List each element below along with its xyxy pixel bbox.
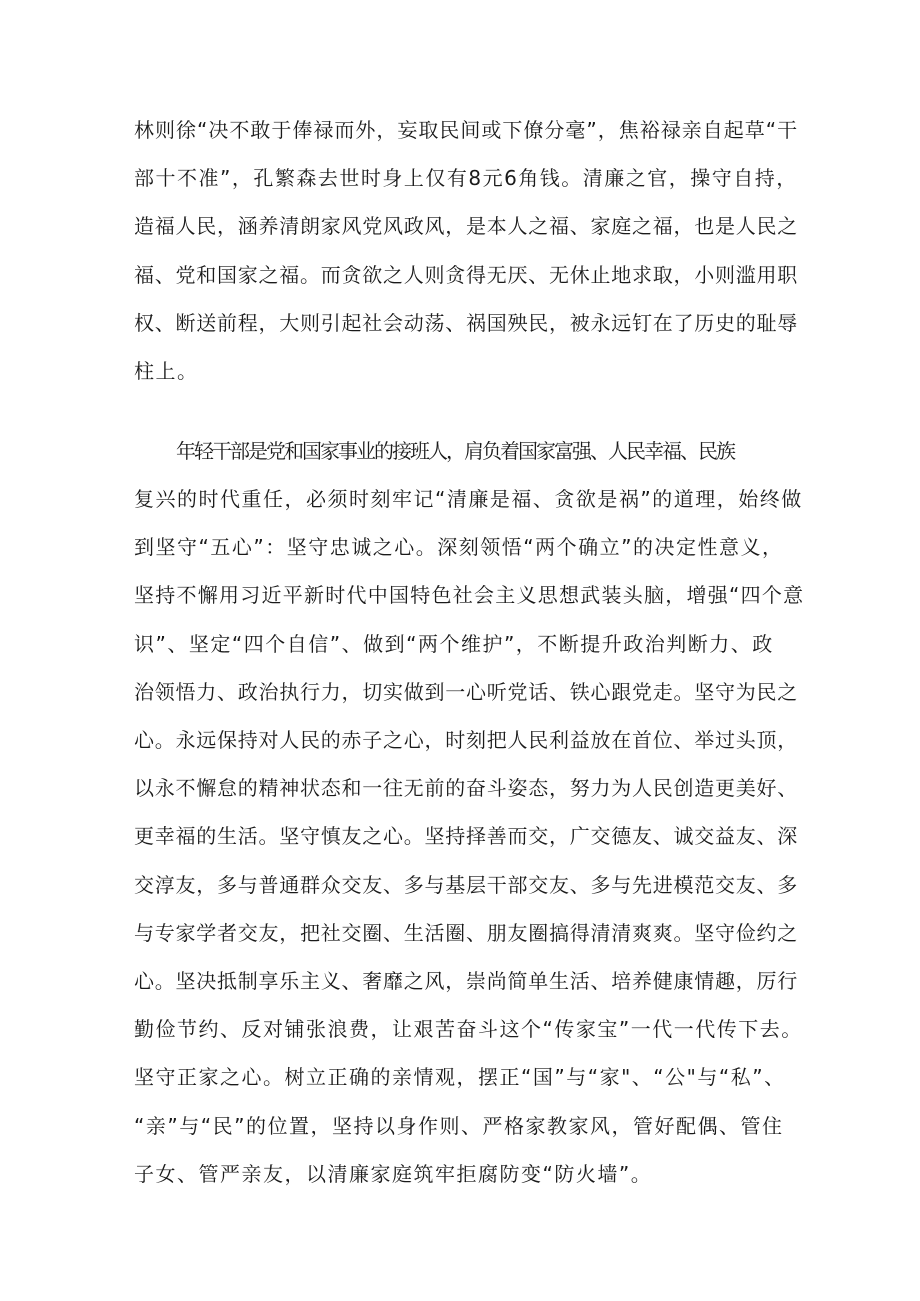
paragraph-2-line-2: 复兴的时代重任，必须时刻牢记“清廉是福、贪欲是祸”的道理，始终做 [134,487,803,511]
paragraph-1-line-4: 福、党和国家之福。而贪欲之人则贪得无厌、无休止地求取，小则滥用职 [134,263,798,287]
paragraph-1-line-6: 柱上。 [134,359,199,383]
paragraph-2-line-12: 心。坚决抵制享乐主义、奢靡之风，崇尚简单生活、培养健康情趣，厉行 [134,969,798,993]
paragraph-2-line-8: 以永不懈怠的精神状态和一往无前的奋斗姿态，努力为人民创造更美好、 [134,776,798,800]
paragraph-2-line-10: 交淳友，多与普通群众交友、多与基层干部交友、多与先进模范交友、多 [134,873,798,897]
paragraph-1-line-5: 权、断送前程，大则引起社会动荡、祸国殃民，被永远钉在了历史的耻辱 [134,311,798,335]
paragraph-2-line-14: 坚守正家之心。树立正确的亲情观，摆正“国”与“家"、“公"与“私”、 [134,1065,786,1089]
paragraph-2-line-1: 年轻干部是党和国家事业的接班人，肩负着国家富强、人民幸福、民族 [176,439,734,463]
paragraph-2-line-6: 治领悟力、政治执行力，切实做到一心听党话、铁心跟党走。坚守为民之 [134,680,798,704]
paragraph-2-line-15: “亲”与“民”的位置，坚持以身作则、严格家教家风，管好配偶、管住 [134,1114,784,1138]
paragraph-2-line-16: 子女、管严亲友，以清廉家庭筑牢拒腐防变“防火墙”。 [134,1162,653,1186]
paragraph-1-line-3: 造福人民，涵养清朗家风党风政风，是本人之福、家庭之福，也是人民之 [134,214,798,238]
paragraph-1-line-1: 林则徐“决不敢于俸禄而外，妄取民间或下僚分毫”，焦裕禄亲自起草“干 [134,118,799,142]
paragraph-2-line-9: 更幸福的生活。坚守慎友之心。坚持择善而交，广交德友、诚交益友、深 [134,824,798,848]
paragraph-2-line-4: 坚持不懈用习近平新时代中国特色社会主义思想武装头脑，增强“四个意 [134,583,805,607]
paragraph-2-line-11: 与专家学者交友，把社交圈、生活圈、朋友圈搞得清清爽爽。坚守俭约之 [134,921,798,945]
paragraph-2-line-7: 心。永远保持对人民的赤子之心，时刻把人民利益放在首位、举过头顶， [134,728,798,752]
paragraph-2-line-5: 识”、坚定“四个自信”、做到“两个维护”，不断提升政治判断力、政 [134,632,774,656]
paragraph-2-line-3: 到坚守“五心”：坚守忠诚之心。深刻领悟“两个确立”的决定性意义， [134,535,784,559]
paragraph-1-line-2: 部十不准”，孔繁森去世时身上仅有8元6角钱。清廉之官，操守自持， [134,166,798,190]
paragraph-2-line-13: 勤俭节约、反对铺张浪费，让艰苦奋斗这个“传家宝”一代一代传下去。 [134,1017,803,1041]
